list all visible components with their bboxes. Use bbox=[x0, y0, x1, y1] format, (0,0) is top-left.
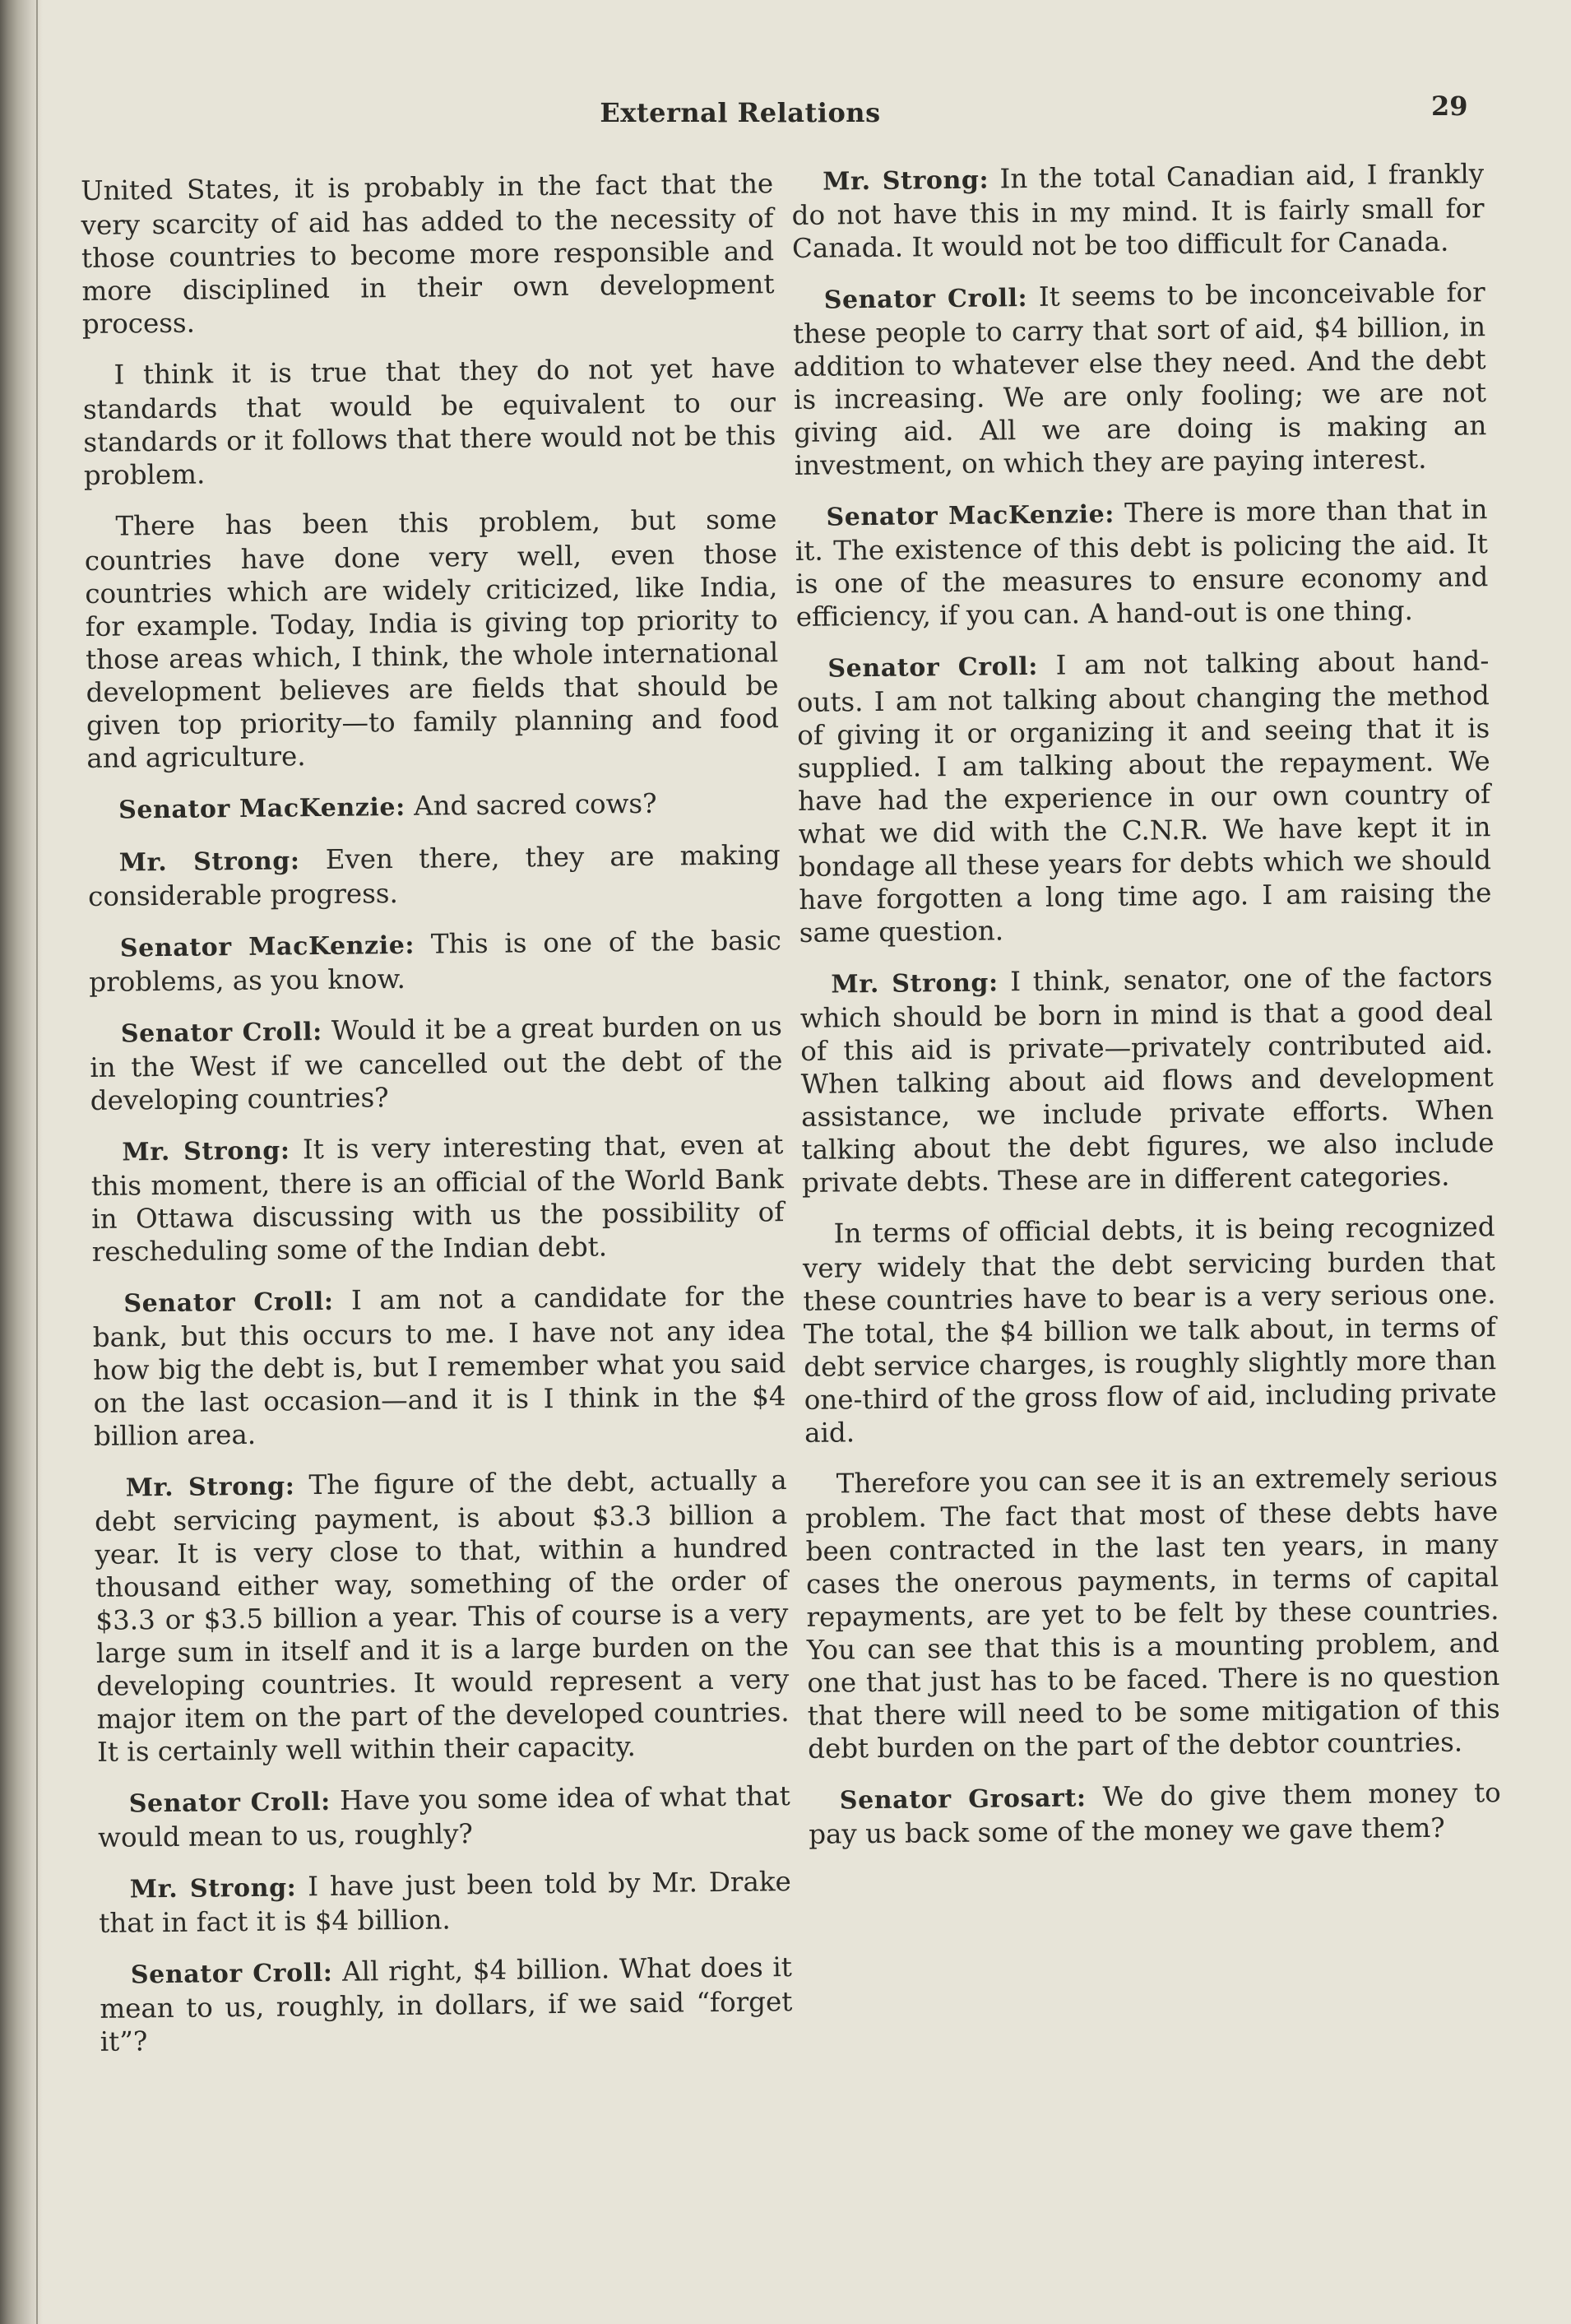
paragraph bbox=[87, 786, 780, 828]
paragraph bbox=[98, 1779, 791, 1854]
paragraph bbox=[791, 157, 1485, 265]
paragraph-text: I have just been told by Mr. Drake that in fact it is $4 billion. bbox=[99, 1866, 791, 1939]
paragraph-text: I think it is true that they do not yet have standards that would be equivalent to our standards or it follows that there would not be this problem. bbox=[82, 352, 776, 491]
speaker-label: Mr. Strong: bbox=[129, 1873, 297, 1904]
paragraph bbox=[95, 1464, 790, 1769]
paragraph-text: In terms of official debts, it is being recognized very widely that the debt servicing burden that these countries have to bear is a very serious one. The total, the $4 billion we talk about, in terms of debt service charges, is roughly slightly more than one-third of the gross flow of aid, including private aid. bbox=[802, 1211, 1497, 1449]
speaker-label: Senator MacKenzie: bbox=[826, 499, 1115, 532]
speaker-label: Senator Croll: bbox=[123, 1287, 334, 1319]
paragraph-text: I am not talking about hand-outs. I am not talking about changing the method of giving it or organizing it and seeing that it is supplied. I am talking about the repayment. We have had the experience in our own country of what we did with the C.N.R. We have kept it in bondage all these years for debts which we should have forgotten a long time ago. I am raising the same question. bbox=[796, 645, 1492, 949]
paragraph bbox=[805, 1460, 1501, 1765]
speaker-label: Senator Croll: bbox=[128, 1787, 331, 1819]
paragraph bbox=[793, 276, 1487, 482]
paragraph-text: United States, it is probably in the fact that the very scarcity of aid has added to the necessity of those countries to become more responsible and more disciplined in their own development process. bbox=[81, 168, 775, 340]
paragraph-text: I am not a candidate for the bank, but this occurs to me. I have not any idea how big the debt is, but I remember what you said on the last occasion—and it is I think in the $4 billion area. bbox=[92, 1280, 786, 1452]
paragraph-text: Would it be a great burden on us in the West if we cancelled out the debt of the developing countries? bbox=[90, 1010, 783, 1116]
paragraph bbox=[82, 351, 776, 492]
speaker-label: Senator Croll: bbox=[827, 652, 1039, 684]
speaker-label: Senator Croll: bbox=[120, 1017, 322, 1049]
paragraph bbox=[799, 960, 1495, 1199]
paragraph-text: In the total Canadian aid, I frankly do not have this in my mind. It is fairly small for Canada. It would not be too difficult for Canada. bbox=[791, 158, 1485, 264]
speaker-label: Mr. Strong: bbox=[118, 847, 300, 878]
speaker-label: Senator Croll: bbox=[130, 1958, 333, 1990]
paragraph-text: We do give them money to pay us back some of the money we gave them? bbox=[809, 1777, 1501, 1850]
paragraph-text: This is one of the basic problems, as you know. bbox=[89, 925, 781, 998]
paragraph bbox=[802, 1210, 1497, 1450]
paragraph bbox=[90, 1009, 783, 1117]
paragraph bbox=[92, 1279, 786, 1453]
paragraph-text: It seems to be inconceivable for these people to carry that sort of aid, $4 billion, in addition to whatever else they need. And the debt is increasing. We are only fooling; we are not giving aid. All we are doing is making an investment, on which they are paying interest. bbox=[792, 276, 1487, 481]
paragraph bbox=[89, 924, 782, 999]
paragraph-text: There is more than that in it. The existence of this debt is policing the aid. It is one of the measures to ensure economy and efficiency, if you can. A hand-out is one thing. bbox=[795, 494, 1489, 633]
paragraph bbox=[99, 1865, 792, 1940]
paragraph bbox=[796, 644, 1492, 949]
speaker-label: Mr. Strong: bbox=[122, 1136, 290, 1167]
paragraph-text: The figure of the debt, actually a debt servicing payment, is about $3.3 billion a year. It is very close to that, within a hundred thousand either way, something of the order of $3.3 or $3.5 billion a year. This of course is a very large sum in itself and it is a large burden on the developing countries. It would represent a very major item on the part of the developed countries. It is certainly well within their capacity. bbox=[94, 1464, 790, 1768]
speaker-label: Senator MacKenzie: bbox=[118, 792, 406, 825]
speaker-label: Senator Croll: bbox=[823, 284, 1028, 315]
paragraph-text: Therefore you can see it is an extremely serious problem. The fact that most of these debts have been contracted in the last ten years, in many cases the onerous payments, in terms of capital repayments, are yet to be felt by these countries. You can see that this is a mounting problem, and one that just has to be faced. There is no question that there will need to be some mitigation of this debt burden on the part of the debtor countries. bbox=[805, 1461, 1500, 1765]
left-column bbox=[81, 167, 793, 2076]
binding-edge bbox=[36, 0, 38, 2324]
paragraph-text: It is very interesting that, even at this moment, there is an official of the World Bank in Ottawa discussing with us the possibility of rescheduling some of the Indian debt. bbox=[90, 1129, 785, 1268]
speaker-label: Mr. Strong: bbox=[823, 165, 989, 197]
paragraph bbox=[90, 1128, 785, 1269]
paragraph-text: And sacred cows? bbox=[413, 787, 657, 822]
paragraph-text: All right, $4 billion. What does it mean to us, roughly, in dollars, if we said “forget it”? bbox=[100, 1951, 793, 2057]
right-column bbox=[791, 157, 1502, 1869]
speaker-label: Mr. Strong: bbox=[125, 1472, 295, 1503]
paragraph-text: I think, senator, one of the factors which should be born in mind is that a good deal of this aid is private—privately contributed aid. When talking about aid flows and development assistance, we include private efforts. When talking about the debt figures, we also include private debts. These are in different categories. bbox=[799, 961, 1495, 1199]
paragraph bbox=[100, 1951, 793, 2058]
paragraph-text: There has been this problem, but some countries have done very well, even those countries which are widely criticized, like India, for example. Today, India is giving top priority to those areas which, I think, the whole international development believes are fields that should be given top priority—to family planning and food and agriculture. bbox=[84, 503, 780, 774]
paragraph-text: Have you some idea of what that would mean to us, roughly? bbox=[97, 1780, 790, 1853]
paragraph bbox=[81, 167, 775, 341]
paragraph bbox=[84, 503, 779, 775]
paragraph bbox=[795, 493, 1489, 633]
paragraph bbox=[88, 838, 781, 913]
speaker-label: Mr. Strong: bbox=[831, 968, 999, 1000]
speaker-label: Senator MacKenzie: bbox=[119, 930, 415, 963]
page-number: 29 bbox=[1431, 90, 1468, 122]
running-head: External Relations bbox=[600, 97, 881, 128]
paragraph-text: Even there, they are making considerable progress. bbox=[87, 839, 781, 912]
speaker-label: Senator Grosart: bbox=[839, 1784, 1087, 1816]
paragraph bbox=[809, 1776, 1502, 1851]
